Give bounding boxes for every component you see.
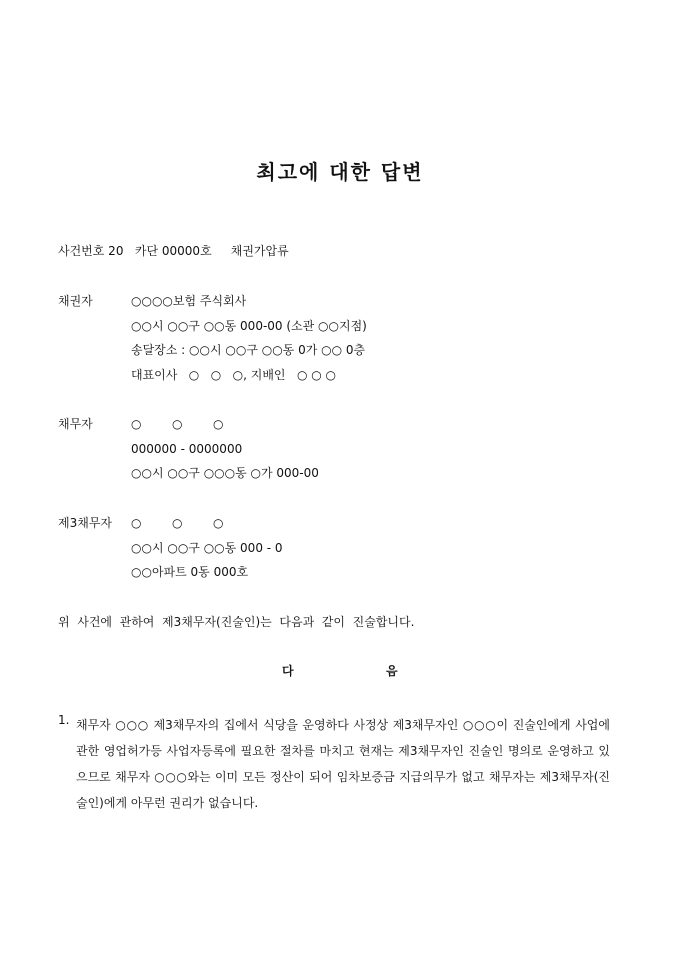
- document-title: 최고에 대한 답변: [256, 160, 424, 184]
- third-debtor-name: ○ ○ ○: [131, 516, 224, 530]
- third-debtor-address-detail: ○○아파트 0동 000호: [131, 565, 249, 579]
- item-text: 채무자 ○○○ 제3채무자의 집에서 식당을 운영하다 사정상 제3채무자인 ○○○이 진술인에게 사업에 관한 영업허가등 사업자등록에 필요한 절차를 마치고 현재는 제3채무자인 진술인 명의로 운영하고 있으므로 채무자 ○○○와는 이미 모든 정산이 되어 임차보증금 지급의무가 없고 채무자는 제3채무자(진술인)에게 아무런 권리가 없습니다.: [76, 718, 610, 810]
- third-debtor-address: ○○시 ○○구 ○○동 000 - 0: [131, 541, 283, 555]
- creditor-address: ○○시 ○○구 ○○동 000-00 (소관 ○○지점): [131, 319, 367, 333]
- debtor-name: ○ ○ ○: [131, 417, 224, 431]
- third-debtor-label: 제3채무자: [58, 516, 113, 530]
- case-number-line: 사건번호 20 카단 00000호 채권가압류: [58, 244, 289, 258]
- creditor-label: 채권자: [58, 294, 93, 308]
- debtor-address: ○○시 ○○구 ○○○동 ○가 000-00: [131, 466, 319, 480]
- intro-statement: 위 사건에 관하여 제3채무자(진술인)는 다음과 같이 진술합니다.: [58, 615, 415, 629]
- heading-eum: 음: [386, 664, 398, 678]
- item-number: 1.: [58, 713, 70, 727]
- debtor-id-number: 000000 - 0000000: [131, 442, 243, 456]
- creditor-service-address: 송달장소 : ○○시 ○○구 ○○동 0가 ○○ 0층: [131, 343, 366, 357]
- creditor-representative: 대표이사 ○ ○ ○, 지배인 ○ ○ ○: [131, 368, 337, 382]
- heading-da: 다: [282, 664, 294, 678]
- debtor-label: 채무자: [58, 417, 93, 431]
- creditor-name: ○○○○보험 주식회사: [131, 294, 247, 308]
